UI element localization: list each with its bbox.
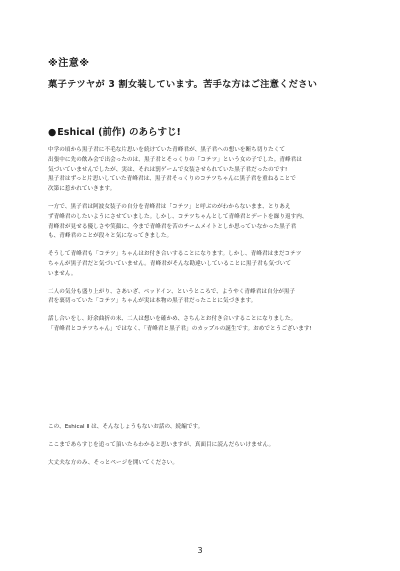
warning-heading: ※注意※ — [48, 58, 90, 69]
text-line: 二人の気分も盛り上がり、さあいざ、ベッドイン、というところで、ようやく青峰君は自分が黒子 — [48, 288, 296, 295]
synopsis-body — [48, 146, 366, 343]
text-line: ちゃんが黒子君だと気づいていません。青峰君がそんな勘違いしていることに黒子君も気づいて — [48, 260, 292, 267]
text-line: ず青峰君のしたいようにさせていました。しかし、コテツちゃんとして青峰君とデートを繰り返す内、 — [48, 213, 308, 220]
text-line: そうして青峰君も「コテツ」ちゃんはお付き合いすることになります。しかし、青峰君はまだコテツ — [48, 251, 302, 258]
paragraph — [48, 315, 366, 335]
warning-text: 菓子テツヤが 3 割女装しています。苦手な方はご注意ください — [48, 79, 318, 90]
paragraph — [48, 146, 366, 195]
text-line: 青峰君が見せる優しさや笑顔に、今まで青峰君を苦のチームメイトとしか思っていなかった黒子君 — [48, 223, 297, 230]
text-line: 「青峰君とコテツちゃん」ではなく、「青峰君と黒子君」のカップルの誕生です。おめでとうございます! — [48, 325, 312, 332]
text-line: 出張中に先の飲み会で出会ったのは、黒子君とそっくりの「コテツ」という女の子でした。青峰君は — [48, 156, 302, 163]
paragraph — [48, 441, 366, 451]
text-line: 君を裏切っていた「コテツ」ちゃんが実は本物の黒子君だったことに気づきます。 — [48, 298, 257, 305]
text-line: 話し合いをし、紆余曲折の末、二人は想いを確かめ、さちんとお付き合いすることになりました。 — [48, 316, 297, 323]
text-line: 中学の頃から黒子君に不毛な片思いを続けていた青峰君が、黒子君への想いを断ち切りたくて — [48, 147, 286, 153]
closing-notes — [48, 423, 366, 476]
text-line: 一方で、黒子君は阿波女装子の自分を青峰君は「コテツ」と呼ぶのがわからないまま、とりあえ — [48, 203, 291, 210]
text-line: 気づいていませんでしたが、実は、それは罰ゲームで女装させられていた黒子君だったのです! — [48, 166, 288, 173]
paragraph — [48, 423, 366, 433]
text-line: 黒子君はずっと片思いしていた青峰君は、黒子君そっくりのコテツちゃんに黒子君を重ねることで — [48, 176, 296, 183]
paragraph — [48, 288, 366, 308]
paragraph — [48, 459, 366, 469]
text-line: 大丈夫な方のみ、そっとページを開いてください。 — [48, 459, 179, 466]
text-line: いません。 — [48, 270, 77, 277]
text-line: この、Eshical Ⅱ は、そんなしょうもないお話の、続編です。 — [48, 424, 204, 430]
paragraph — [48, 203, 366, 242]
synopsis-heading — [48, 124, 181, 138]
paragraph — [48, 250, 366, 279]
bullet-icon: ● — [48, 127, 57, 138]
page-number: 3 — [197, 546, 203, 555]
synopsis-heading-text: Eshical (前作) のあらすじ! — [57, 127, 181, 138]
text-line: 次第に惹かれていきます。 — [48, 186, 116, 193]
text-line: ここまであらすじを追って頂いたらわかると思いますが、真面目に読んだらいけません。 — [48, 441, 275, 448]
text-line: も、青峰君のことが段々と気になってきました。 — [48, 233, 173, 240]
